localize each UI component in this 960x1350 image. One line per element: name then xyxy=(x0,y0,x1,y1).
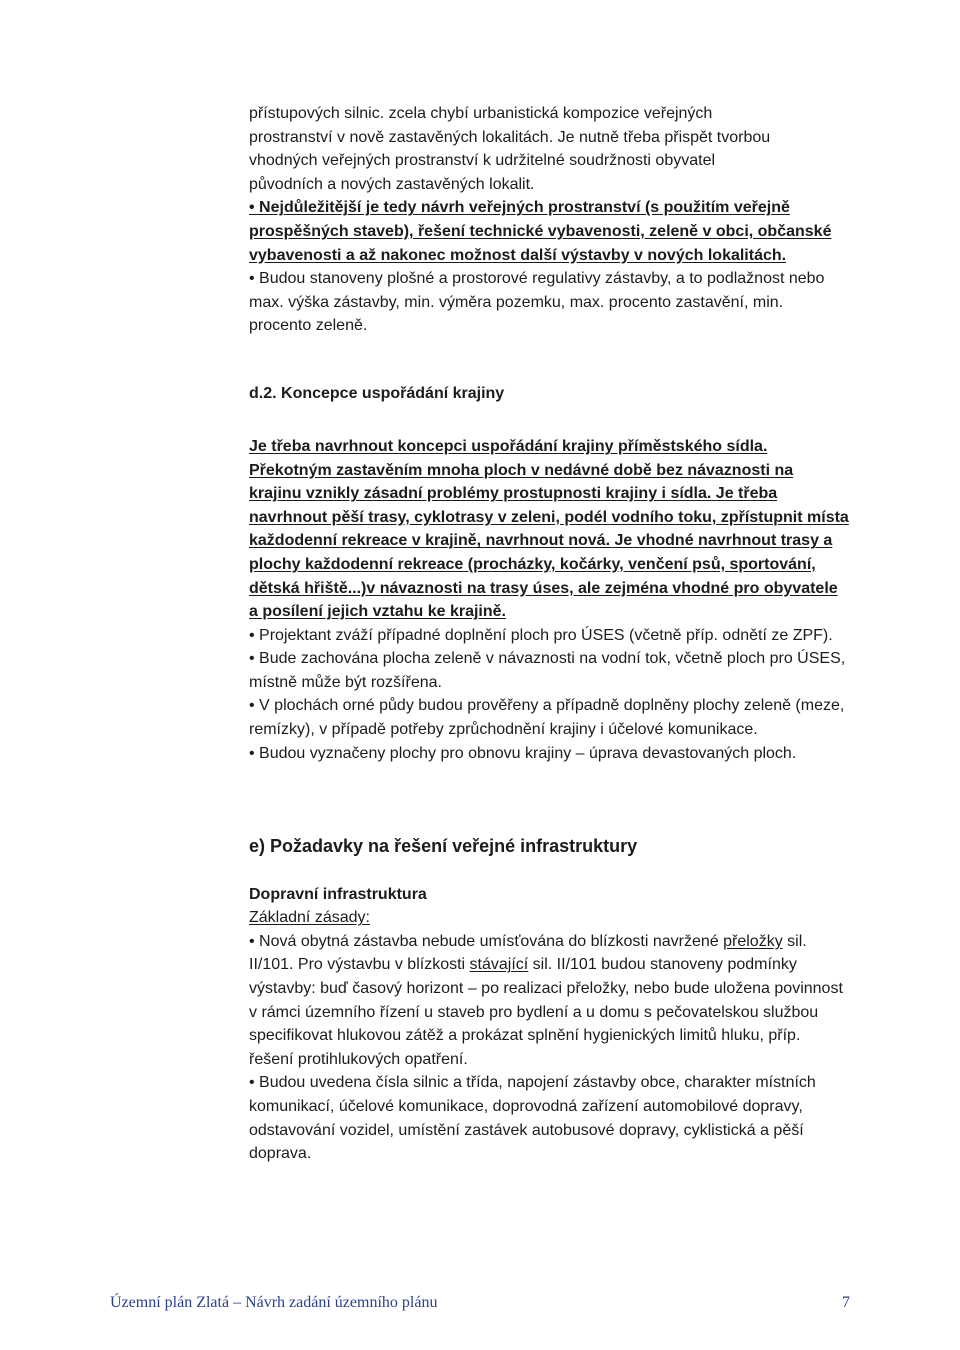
emphasis-sentence-4: Je vhodné navrhnout trasy a plochy každodenní rekreace (procházky, kočárky, venčení psů, sportování, dětská hřiště...)v návaznosti na trasy úses, ale zejména vhodné pro obyvatele a posílení jejich vztahu ke krajině. xyxy=(249,532,838,621)
bullet-road-bypass xyxy=(249,930,849,1072)
intro-line-4: původních a nových zastavěných lokalit. xyxy=(249,175,535,193)
bullet-text-part: sil. II/101 budou stanoveny podmínky výstavby: buď časový horizont – po realizaci přeložky, nebo bude uložena povinnost v rámci územního řízení u staveb pro bydlení a u domu s pečovatelskou službou specifikovat hlukovou zátěž a prokázat splnění hygienických limitů hluku, příp. řešení protihlukových opatření. xyxy=(249,956,843,1068)
transport-subheading: Dopravní infrastruktura xyxy=(249,886,427,904)
footer-title: Územní plán Zlatá – Návrh zadání územního plánu xyxy=(110,1294,438,1311)
principles-label: Základní zásady: xyxy=(249,909,370,927)
bullet-uses: • Projektant zváží případné doplnění ploch pro ÚSES (včetně příp. odnětí ze ZPF). xyxy=(249,626,833,644)
existing-term: stávající xyxy=(469,956,529,974)
emphasis-sentence-2: Překotným zastavěním mnoha ploch v nedávné době bez návaznosti na krajinu vznikly zásadní problémy prostupnosti krajiny i sídla. xyxy=(249,461,794,503)
spacer xyxy=(249,405,849,435)
intro-line-2: prostranství v nově zastavěných lokalitách. Je nutně třeba přispět tvorbou xyxy=(249,128,771,146)
bypass-term: přeložky xyxy=(723,932,783,950)
bullet-arable-land: • V plochách orné půdy budou prověřeny a případně doplněny plochy zeleně (meze, remízky), v případě potřeby zprůchodnění krajiny i účelové komunikace. xyxy=(249,697,845,739)
spacer xyxy=(249,765,849,833)
emphasis-sentence-3: Je třeba navrhnout pěší trasy, cyklotrasy v zeleni, podél vodního toku, zpřístupnit místa každodenní rekreace v krajině, navrhnout nová. xyxy=(249,485,849,550)
page-content xyxy=(249,102,849,1166)
section-d2-heading: d.2. Koncepce uspořádání krajiny xyxy=(249,384,505,402)
intro-line-3: vhodných veřejných prostranství k udržitelné soudržnosti obyvatel xyxy=(249,152,716,170)
bullet-public-spaces: • Nejdůležitější je tedy návrh veřejných prostranství (s použitím veřejně prospěšných staveb), řešení technické vybavenosti, zeleně v obci, občanské vybavenosti a až nakonec možnost další výstavby v nových lokalitách. xyxy=(249,199,832,264)
page-number: 7 xyxy=(842,1294,850,1311)
spacer xyxy=(249,859,849,883)
bullet-landscape-renewal: • Budou vyznačeny plochy pro obnovu krajiny – úprava devastovaných ploch. xyxy=(249,744,797,762)
bullet-road-numbers: • Budou uvedena čísla silnic a třída, napojení zástavby obce, charakter místních komunikací, účelové komunikace, doprovodná zařízení automobilové dopravy, odstavování vozidel, umístění zastávek autobusové dopravy, cyklistická a pěší doprava. xyxy=(249,1074,816,1163)
spacer xyxy=(249,338,849,382)
bullet-text-part: sil. II/101. Pro výstavbu v blízkosti xyxy=(249,932,807,974)
landscape-emphasis-paragraph xyxy=(249,435,849,624)
bullet-regulations: • Budou stanoveny plošné a prostorové regulativy zástavby, a to podlažnost nebo max. výška zástavby, min. výměra pozemku, max. procento zastavění, min. procento zeleně. xyxy=(249,270,825,335)
intro-paragraph xyxy=(249,102,849,196)
bullet-text-part: • Nová obytná zástavba nebude umísťována do blízkosti navržené xyxy=(249,932,724,950)
page-footer xyxy=(110,1294,850,1318)
intro-line-1: přístupových silnic. zcela chybí urbanistická kompozice veřejných xyxy=(249,105,713,122)
emphasis-sentence-1: Je třeba navrhnout koncepci uspořádání krajiny příměstského sídla. xyxy=(249,437,768,455)
bullet-greenery: • Bude zachována plocha zeleně v návaznosti na vodní tok, včetně ploch pro ÚSES, místně může být rozšířena. xyxy=(249,650,846,691)
section-e-heading: e) Požadavky na řešení veřejné infrastruktury xyxy=(249,836,638,857)
